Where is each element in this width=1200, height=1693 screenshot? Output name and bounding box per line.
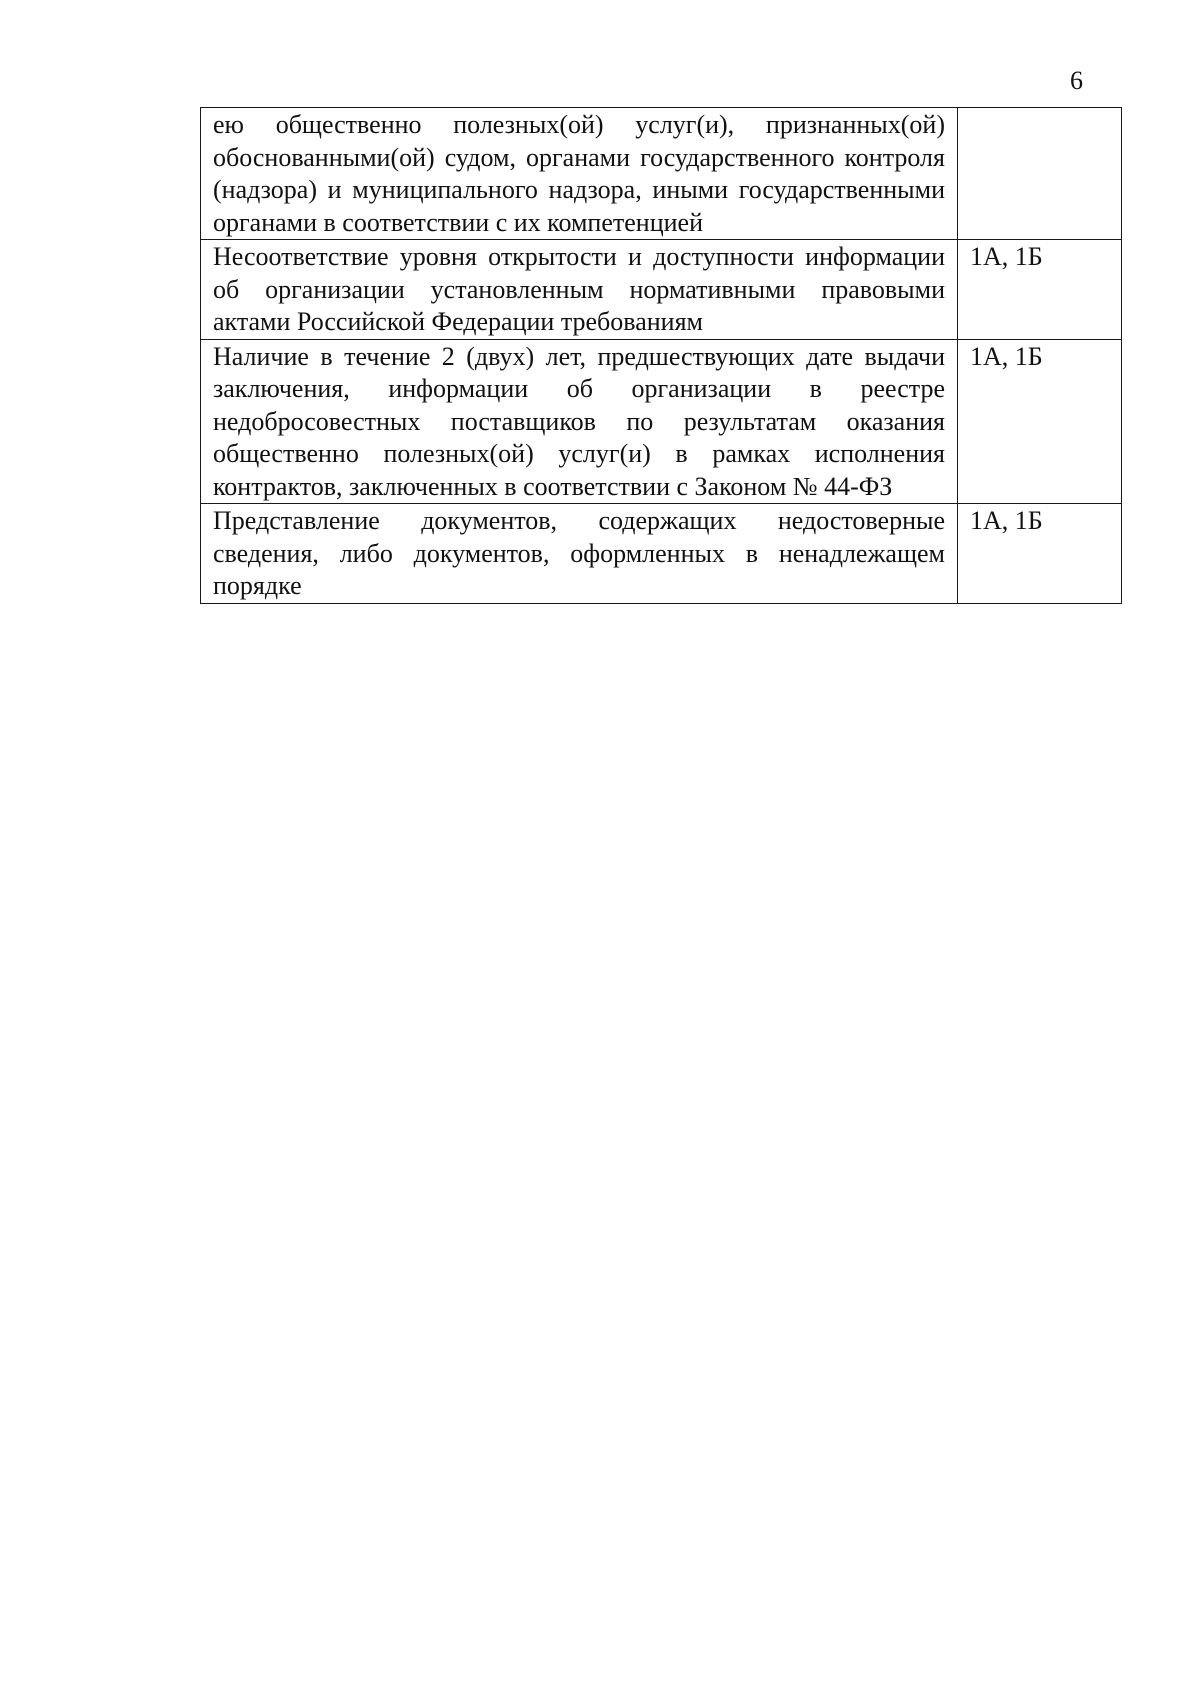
grounds-table xyxy=(200,107,1122,604)
table-row xyxy=(201,240,1122,340)
table-cell-code xyxy=(958,108,1122,240)
table-cell-description: Представление документов, содержащих недостоверные сведения, либо документов, оформленных в ненадлежащем порядке xyxy=(201,504,958,604)
table-cell-description: ею общественно полезных(ой) услуг(и), признанных(ой) обоснованными(ой) судом, органами государственного контроля (надзора) и муниципального надзора, иными государственными органами в соответствии с их компетенцией xyxy=(201,108,958,240)
table-row xyxy=(201,504,1122,604)
table-cell-code: 1А, 1Б xyxy=(958,339,1122,504)
table-row xyxy=(201,108,1122,240)
table-cell-description: Наличие в течение 2 (двух) лет, предшествующих дате выдачи заключения, информации об организации в реестре недобросовестных поставщиков по результатам оказания общественно полезных(ой) услуг(и) в рамках исполнения контрактов, заключенных в соответствии с Законом № 44-ФЗ xyxy=(201,339,958,504)
table-cell-code: 1А, 1Б xyxy=(958,240,1122,340)
table-row xyxy=(201,339,1122,504)
table-cell-code: 1А, 1Б xyxy=(958,504,1122,604)
table-cell-description: Несоответствие уровня открытости и доступности информации об организации установленным нормативными правовыми актами Российской Федерации требованиям xyxy=(201,240,958,340)
page-number: 6 xyxy=(1070,66,1083,95)
